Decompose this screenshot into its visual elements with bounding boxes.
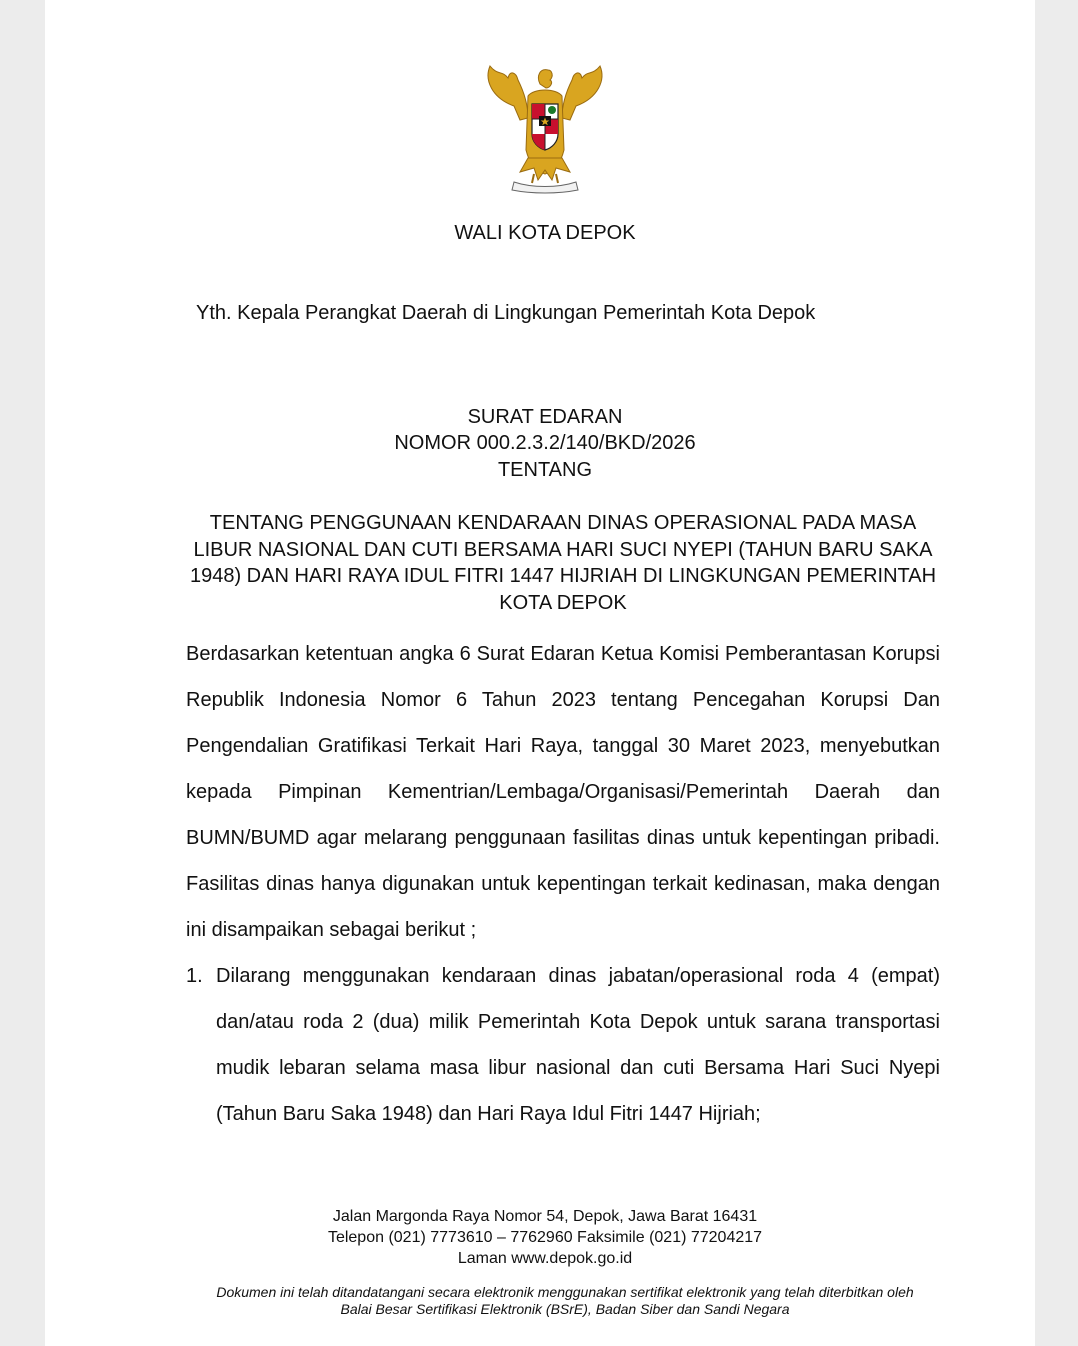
footer-phone: Telepon (021) 7773610 – 7762960 Faksimile (021) 77204217 [327, 1229, 763, 1246]
about-label: TENTANG [497, 459, 593, 481]
document-number: NOMOR 000.2.3.2/140/BKD/2026 [394, 432, 696, 454]
document-type: SURAT EDARAN [467, 406, 623, 428]
body-paragraph: Berdasarkan ketentuan angka 6 Surat Edaran Ketua Komisi Pemberantasan Korupsi Republik Indonesia Nomor 6 Tahun 2023 tentang Pencegahan Korupsi Dan Pengendalian Gratifikasi Terkait Hari Raya, tanggal 30 Maret 2023, menyebutkan kepada Pimpinan Kementrian/Lembaga/Organisasi/Pemerintah Daerah dan BUMN/BUMD agar melarang penggunaan fasilitas dinas untuk kepentingan pribadi. Fasilitas dinas hanya digunakan untuk kepentingan terkait kedinasan, maka dengan ini disampaikan sebagai berikut ; [186, 643, 940, 941]
list-item-text: Dilarang menggunakan kendaraan dinas jabatan/operasional roda 4 (empat) dan/atau roda 2 (dua) milik Pemerintah Kota Depok untuk sarana transportasi mudik lebaran selama masa libur nasional dan cuti Bersama Hari Suci Nyepi (Tahun Baru Saka 1948) dan Hari Raya Idul Fitri 1447 Hijriah; [216, 965, 940, 1125]
recipient-line: Yth. Kepala Perangkat Daerah di Lingkungan Pemerintah Kota Depok [196, 302, 816, 324]
footer-contact [0, 1206, 1078, 1269]
list-number: 1. [186, 965, 203, 987]
garuda-emblem-icon [484, 62, 606, 194]
official-title: WALI KOTA DEPOK [454, 222, 636, 244]
subject-block [186, 510, 940, 616]
footer-website: Laman www.depok.go.id [457, 1250, 633, 1267]
body-text [186, 631, 940, 1137]
list-item [186, 953, 940, 1137]
electronic-signature-note [0, 1284, 1078, 1318]
signature-note-line: Dokumen ini telah ditandatangani secara elektronik menggunakan sertifikat elektronik yang telah diterbitkan oleh [216, 1284, 914, 1300]
subject-line: 1948) DAN HARI RAYA IDUL FITRI 1447 HIJRIAH DI LINGKUNGAN PEMERINTAH [189, 565, 937, 587]
subject-line: LIBUR NASIONAL DAN CUTI BERSAMA HARI SUCI NYEPI (TAHUN BARU SAKA [193, 538, 933, 561]
footer-address: Jalan Margonda Raya Nomor 54, Depok, Jawa Barat 16431 [332, 1208, 758, 1225]
subject-line: KOTA DEPOK [499, 591, 627, 614]
subject-line: TENTANG PENGGUNAAN KENDARAAN DINAS OPERASIONAL PADA MASA [209, 512, 917, 534]
signature-note-line: Balai Besar Sertifikasi Elektronik (BSrE), Badan Siber dan Sandi Negara [340, 1301, 790, 1317]
